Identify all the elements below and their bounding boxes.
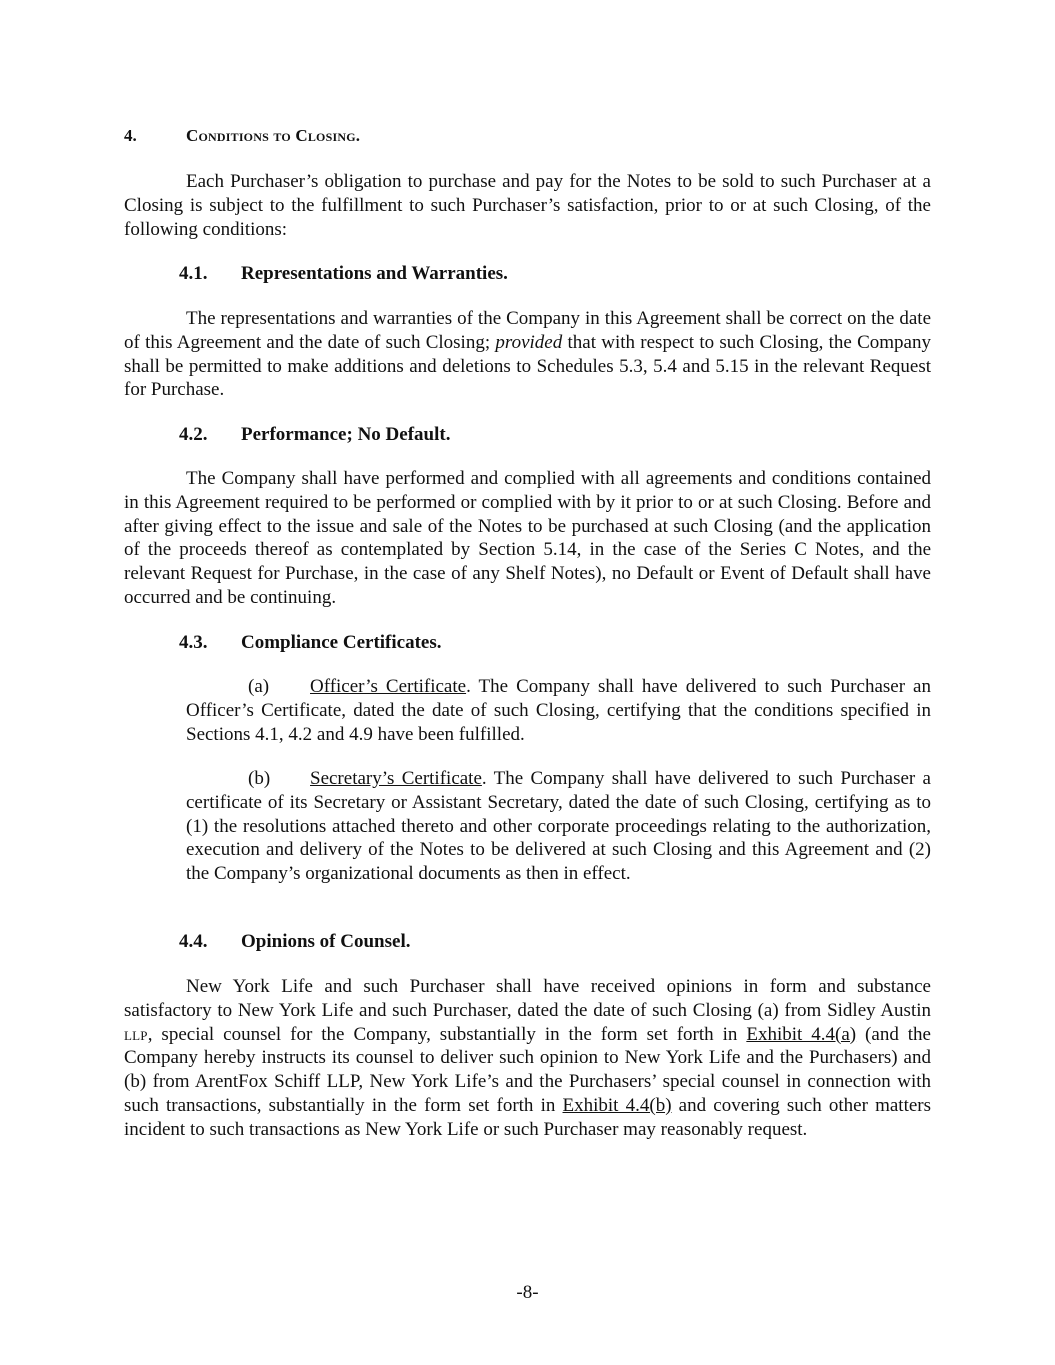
exhibit-4-4a-reference: Exhibit 4.4(a) [746,1023,857,1045]
section-title: Conditions to Closing. [186,126,361,145]
section-heading [124,124,360,148]
section-number: 4. [124,126,137,145]
subsection-heading-4-3: 4.3. Compliance Certificates. [179,632,442,653]
section-intro-paragraph: Each Purchaser’s obligation to purchase and pay for the Notes to be sold to such Purchaser at a Closing is subject to the fulfillment to such Purchaser’s satisfaction, prior to or at such Closing, of the following conditions: [124,171,931,240]
opinions-paragraph: New York Life and such Purchaser shall have received opinions in form and substance satisfactory to New York Life and such Purchaser, dated the date of such Closing (a) from Sidley Austin llp, special counsel for the Company, substantially in the form set forth in Exhibit 4.4(a) (and the Company hereby instructs its counsel to deliver such opinion to New York Life and the Purchasers) and (b) from ArentFox Schiff LLP, New York Life’s and the Purchasers’ special counsel in connection with such transactions, substantially in the form set forth in Exhibit 4.4(b) and covering such other matters incident to such transactions as New York Life or such Purchaser may reasonably request. [124,976,931,1140]
officers-certificate-item: (a) Officer’s Certificate. The Company shall have delivered to such Purchaser an Officer’s Certificate, dated the date of such Closing, certifying that the conditions specified in Sections 4.1, 4.2 and 4.9 have been fulfilled. [186,676,931,745]
page-number: -8- [516,1282,539,1303]
secretarys-certificate-title: Secretary’s Certificate [310,768,482,789]
subsection-heading-4-1: 4.1. Representations and Warranties. [179,263,508,284]
secretarys-certificate-item: (b) Secretary’s Certificate. The Company shall have delivered to such Purchaser a certificate of its Secretary or Assistant Secretary, dated the date of such Closing, certifying as to (1) the resolutions attached thereto and other corporate proceedings relating to the authorization, execution and delivery of the Notes to be delivered at such Closing and this Agreement and (2) the Company’s organizational documents as then in effect. [186,768,931,885]
performance-paragraph: The Company shall have performed and complied with all agreements and conditions contained in this Agreement required to be performed or complied with by it prior to or at such Closing. Before and after giving effect to the issue and sale of the Notes to be purchased at such Closing (and the application of the proceeds thereof as contemplated by Section 5.14, in the case of the Series C Notes, and the relevant Request for Purchase, in the case of any Shelf Notes), no Default or Event of Default shall have occurred and be continuing. [124,468,931,608]
exhibit-4-4b-reference: Exhibit 4.4(b) [562,1094,672,1116]
subsection-heading-4-2: 4.2. Performance; No Default. [179,424,451,445]
representations-paragraph: The representations and warranties of the Company in this Agreement shall be correct on the date of this Agreement and the date of such Closing; provided that with respect to such Closing, the Company shall be permitted to make additions and deletions to Schedules 5.3, 5.4 and 5.15 in the relevant Request for Purchase. [124,308,931,401]
subsection-heading-4-4: 4.4. Opinions of Counsel. [179,931,411,952]
officers-certificate-title: Officer’s Certificate [310,676,467,697]
